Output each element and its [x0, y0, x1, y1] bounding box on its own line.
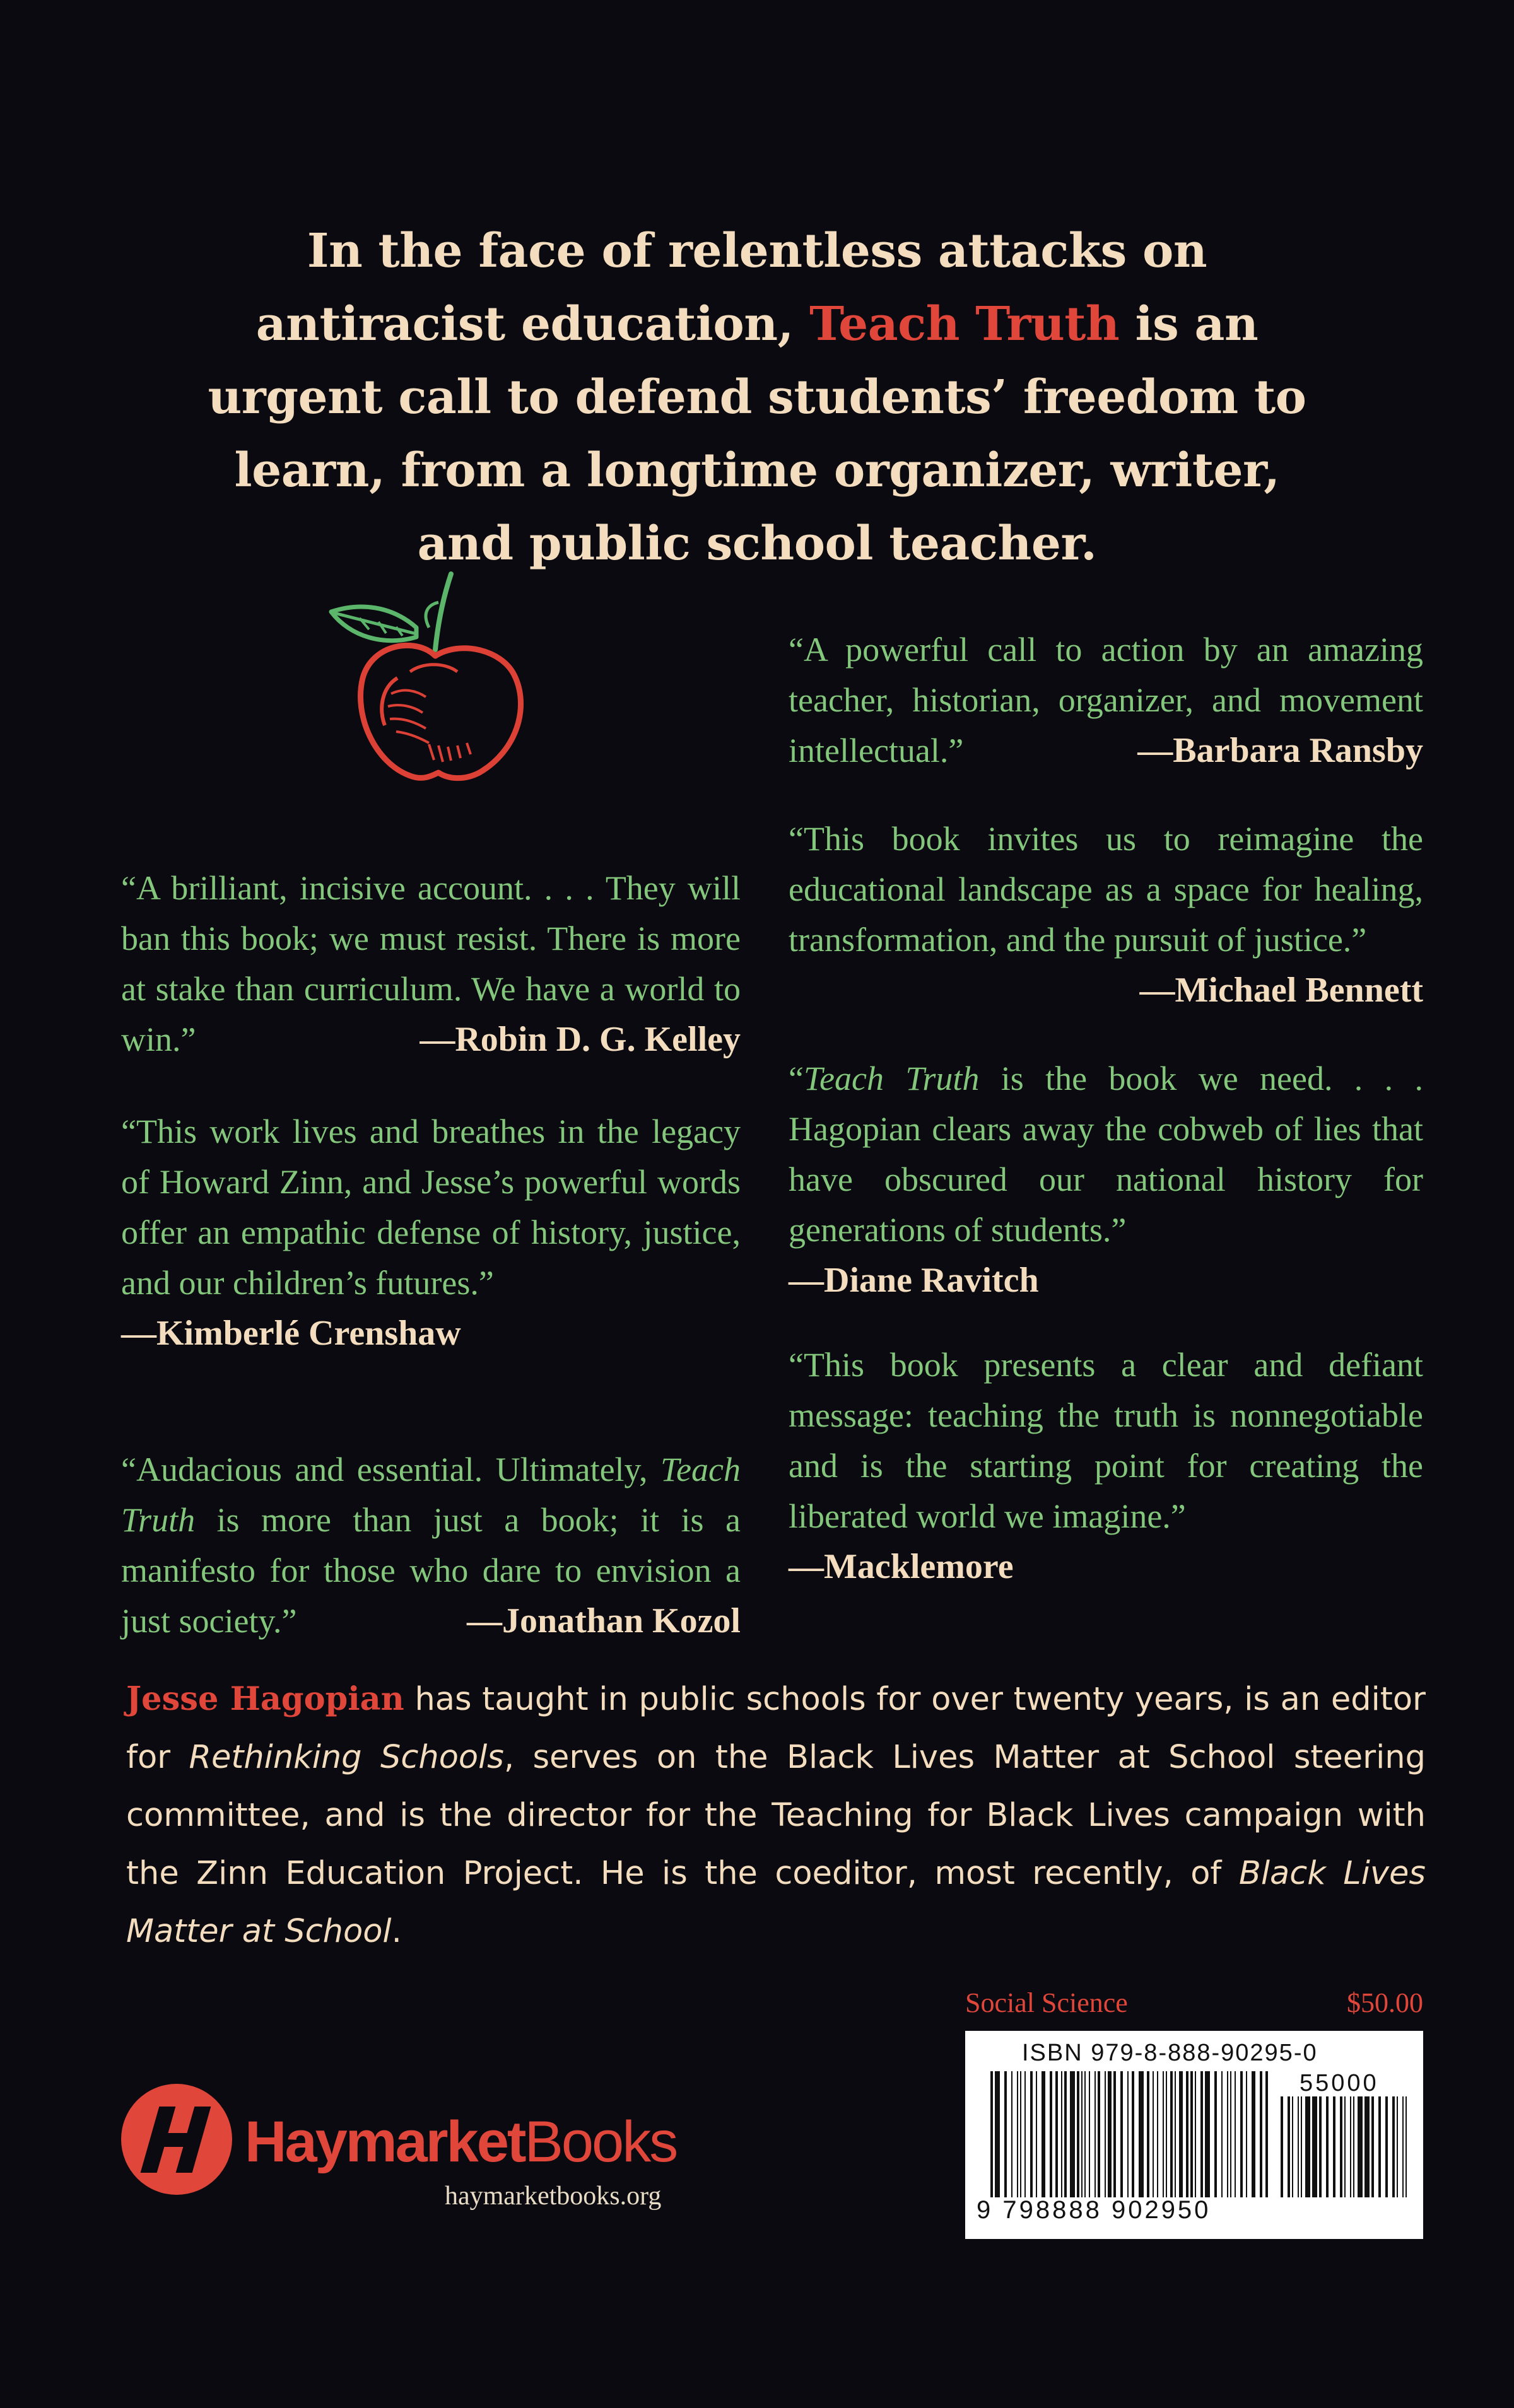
barcode-bar — [1364, 2096, 1370, 2197]
barcode-bar — [1344, 2096, 1346, 2197]
bio-text-3: . — [391, 1913, 402, 1950]
barcode-bar — [1350, 2096, 1351, 2197]
quote-attribution: —Robin D. G. Kelley — [420, 1020, 741, 1059]
quote-text: “This book presents a clear and defiant message: teaching the truth is nonnegotiable and is the starting point for creating the liberated world we imagine.” — [789, 1346, 1423, 1535]
quote-macklemore — [789, 1340, 1423, 1592]
quote-kelley — [121, 863, 741, 1065]
quote-text: “A powerful call to action by an amazing teacher, historian, organizer, and movement intellectual.” — [789, 631, 1423, 769]
barcode-bar — [1371, 2096, 1374, 2197]
barcode-bar — [1089, 2071, 1090, 2197]
quote-ravitch — [789, 1053, 1423, 1306]
quote-text: “A brilliant, incisive account. . . . They will ban this book; we must resist. There is more at stake than curriculum. We have a world to win.” — [121, 869, 741, 1058]
barcode-bar — [1004, 2071, 1007, 2197]
barcode-main-bars — [990, 2071, 1268, 2197]
quote-attribution: —Kimberlé Crenshaw — [121, 1314, 461, 1353]
barcode-addon-bars — [1281, 2096, 1407, 2197]
barcode-bar — [1195, 2071, 1196, 2197]
barcode-bar — [1108, 2071, 1112, 2197]
barcode-bar — [1011, 2071, 1012, 2197]
barcode-bar — [1214, 2071, 1217, 2197]
barcode-bar — [1170, 2071, 1173, 2197]
quote-attribution: —Barbara Ransby — [1137, 731, 1423, 770]
bio-text-2: , serves on the Black Lives Matter at School steering committee, and is the director for the Teaching for Black Lives campaign with the Zinn Education Project. He is the coeditor, most recently, of — [126, 1739, 1426, 1892]
barcode-bar — [1333, 2096, 1335, 2197]
barcode-ean-digits: 9 798888 902950 — [977, 2196, 1211, 2224]
barcode-bar — [1105, 2071, 1106, 2197]
barcode-bar — [1265, 2071, 1268, 2197]
haymarket-logo-icon — [119, 2081, 235, 2198]
barcode-bar — [1221, 2071, 1223, 2197]
quote-text-after: is more than just a book; it is a manifesto for those who dare to envision a just society.” — [121, 1501, 741, 1640]
publisher-name-light: Books — [524, 2110, 677, 2174]
headline-after: is an urgent call to defend students’ freedom to learn, from a longtime organizer, writer, and public school teacher. — [208, 297, 1306, 571]
barcode-bar — [1166, 2071, 1167, 2197]
barcode-bar — [1077, 2071, 1079, 2197]
barcode-bar — [1190, 2071, 1193, 2197]
quote-book-title: Teach Truth — [121, 1451, 741, 1539]
barcode-bar — [1246, 2071, 1247, 2197]
barcode-bar — [1098, 2071, 1100, 2197]
headline-before: In the face of relentless attacks on antiracist education, — [255, 224, 1207, 351]
publisher-name — [245, 2110, 676, 2173]
headline — [189, 214, 1325, 580]
barcode-bar — [1301, 2096, 1302, 2197]
barcode-bar — [1139, 2071, 1144, 2197]
barcode — [965, 2031, 1423, 2239]
quote-attribution: —Macklemore — [789, 1547, 1014, 1586]
barcode-bar — [1240, 2071, 1243, 2197]
quote-text: “This book invites us to reimagine the educational landscape as a space for healing, transformation, and the pursuit of justice.” — [789, 820, 1423, 959]
quote-book-title: Teach Truth — [803, 1060, 980, 1097]
barcode-bar — [1120, 2071, 1123, 2197]
author-bio — [126, 1670, 1426, 1961]
barcode-bar — [1402, 2096, 1404, 2197]
barcode-bar — [1020, 2071, 1021, 2197]
barcode-bar — [1064, 2071, 1067, 2197]
barcode-bar — [1070, 2071, 1075, 2197]
barcode-bar — [1397, 2096, 1398, 2197]
barcode-bar — [1113, 2071, 1116, 2197]
quote-text-before: “Audacious and essential. Ultimately, — [121, 1451, 660, 1488]
barcode-addon-digits: 55000 — [1300, 2070, 1379, 2096]
barcode-bar — [1326, 2096, 1329, 2197]
publisher-name-bold: Haymarket — [245, 2110, 525, 2174]
barcode-bar — [995, 2071, 1000, 2197]
barcode-bar — [1392, 2096, 1395, 2197]
price-label: $50.00 — [1347, 1987, 1423, 2018]
barcode-bar — [1061, 2071, 1062, 2197]
barcode-bar — [1288, 2096, 1290, 2197]
quote-crenshaw — [121, 1106, 741, 1359]
barcode-bar — [1055, 2071, 1058, 2197]
barcode-bar — [1017, 2071, 1018, 2197]
bio-italic-1: Rethinking Schools — [189, 1739, 504, 1776]
quote-attribution: —Diane Ravitch — [789, 1261, 1039, 1300]
barcode-bar — [1200, 2071, 1203, 2197]
bio-italic-2: Black Lives Matter at School — [126, 1855, 1426, 1950]
isbn-label: ISBN 979-8-888-90295-0 — [1022, 2040, 1318, 2066]
barcode-bar — [1147, 2071, 1149, 2197]
barcode-bar — [1127, 2071, 1129, 2197]
category-label: Social Science — [965, 1987, 1128, 2018]
barcode-bar — [1305, 2096, 1310, 2197]
barcode-bar — [1042, 2071, 1045, 2197]
barcode-bar — [1252, 2071, 1255, 2197]
barcode-bar — [1281, 2096, 1283, 2197]
barcode-bar — [1405, 2096, 1407, 2197]
barcode-bar — [1260, 2071, 1262, 2197]
quote-bennett — [789, 814, 1423, 1015]
barcode-bar — [1312, 2096, 1317, 2197]
barcode-bar — [1227, 2071, 1228, 2197]
publisher-url: haymarketbooks.org — [445, 2182, 662, 2211]
barcode-bar — [1024, 2071, 1026, 2197]
bio-text-1: has taught in public schools for over twenty years, is an editor for — [126, 1681, 1426, 1776]
barcode-bar — [1292, 2096, 1293, 2197]
barcode-bar — [1050, 2071, 1052, 2197]
quote-attribution: —Jonathan Kozol — [466, 1601, 741, 1640]
quote-text-before: “ — [789, 1060, 804, 1097]
barcode-bar — [990, 2071, 993, 2197]
apple-icon — [322, 568, 549, 807]
barcode-bar — [1030, 2071, 1033, 2197]
quote-kozol — [121, 1444, 741, 1646]
barcode-bar — [1179, 2071, 1183, 2197]
barcode-bar — [1094, 2071, 1096, 2197]
barcode-bar — [1081, 2071, 1083, 2197]
quote-text-after: is the book we need. . . . Hagopian clears away the cobweb of lies that have obscured our national history for generations of students.” — [789, 1060, 1423, 1249]
barcode-bar — [1205, 2071, 1210, 2197]
barcode-bar — [1036, 2071, 1037, 2197]
barcode-bar — [1319, 2096, 1322, 2197]
author-name: Jesse Hagopian — [126, 1680, 404, 1718]
barcode-bar — [1298, 2096, 1299, 2197]
barcode-bar — [1358, 2096, 1363, 2197]
barcode-bar — [1153, 2071, 1154, 2197]
barcode-bar — [1378, 2096, 1381, 2197]
quote-text: “This work lives and breathes in the legacy of Howard Zinn, and Jesse’s powerful words offer an empathic defense of history, justice, and our children’s futures.” — [121, 1113, 741, 1302]
headline-title: Teach Truth — [809, 297, 1120, 351]
barcode-bar — [1235, 2071, 1236, 2197]
barcode-bar — [1186, 2071, 1188, 2197]
barcode-bar — [1163, 2071, 1164, 2197]
barcode-bar — [1340, 2096, 1342, 2197]
barcode-bar — [1132, 2071, 1134, 2197]
barcode-bar — [1230, 2071, 1231, 2197]
barcode-bar — [1157, 2071, 1158, 2197]
barcode-bar — [1353, 2096, 1354, 2197]
quote-ransby — [789, 624, 1423, 776]
barcode-bar — [1175, 2071, 1176, 2197]
barcode-bar — [1084, 2071, 1086, 2197]
barcode-bar — [1385, 2096, 1388, 2197]
quote-attribution: —Michael Bennett — [1139, 971, 1423, 1010]
